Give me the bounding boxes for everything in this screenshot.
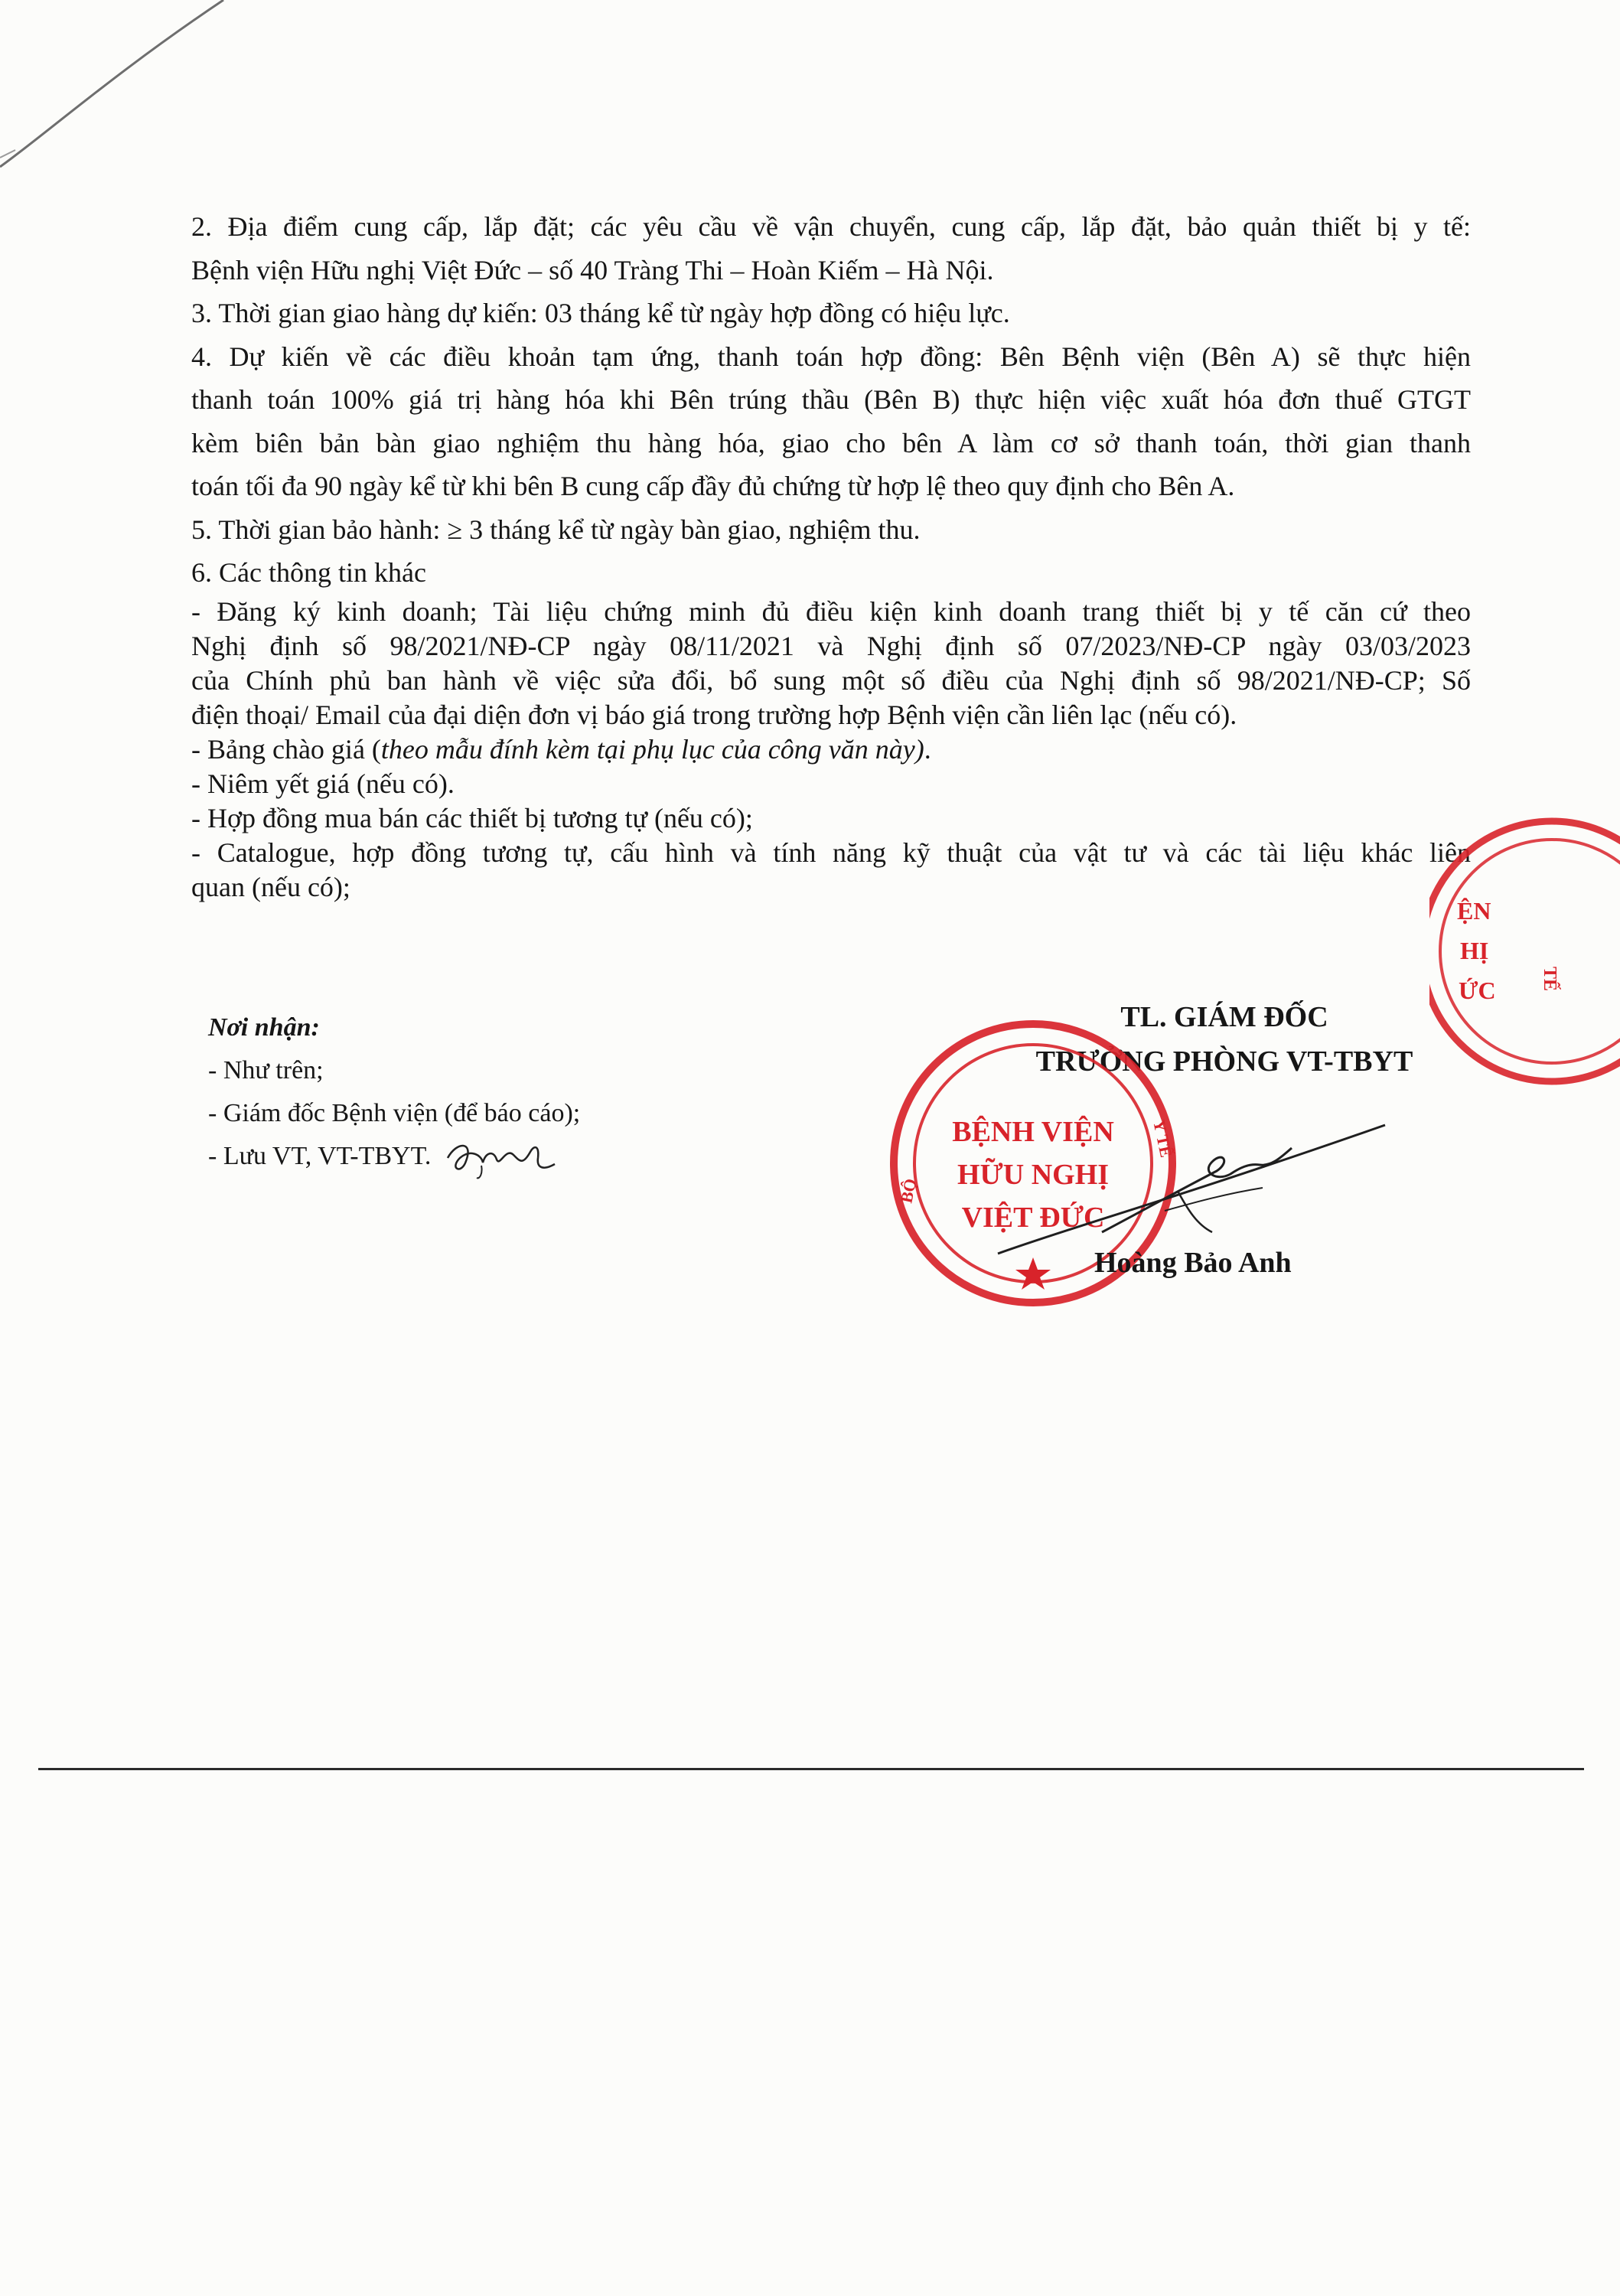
partial-seal-line-1: ỆN <box>1457 897 1491 925</box>
signer-title-2: TRƯỞNG PHÒNG VT-TBYT <box>1035 1045 1413 1078</box>
item-4-line-2: thanh toán 100% giá trị hàng hóa khi Bên trúng thầu (Bên B) thực hiện việc xuất hóa đơn thuế GTGT <box>191 384 1471 415</box>
seal-line-3: VIỆT ĐỨC <box>961 1202 1105 1234</box>
recipients-heading: Nơi nhận: <box>208 1013 320 1042</box>
item-3: 3. Thời gian giao hàng dự kiến: 03 tháng kể từ ngày hợp đồng có hiệu lực. <box>191 298 1010 328</box>
partial-seal-line-3: ỨC <box>1459 977 1496 1004</box>
other-info-line-3: của Chính phủ ban hành về việc sửa đổi, bổ sung một số điều của Nghị định số 98/2021/NĐ-CP; Số <box>191 664 1471 696</box>
other-info-line-1: - Đăng ký kinh doanh; Tài liệu chứng minh đủ điều kiện kinh doanh trang thiết bị y tế căn cứ theo <box>191 595 1471 627</box>
recipient-line-3-text: - Lưu VT, VT-TBYT. <box>208 1142 432 1170</box>
recipients-block <box>208 1006 744 1181</box>
seal-line-1: BỆNH VIỆN <box>952 1116 1114 1148</box>
catalogue-line-2: quan (nếu có); <box>191 871 350 902</box>
recipient-line-2: - Giám đốc Bệnh viện (để báo cáo); <box>208 1099 581 1127</box>
quote-italic: theo mẫu đính kèm tại phụ lục của công văn này) <box>380 733 924 765</box>
document-body <box>191 205 1471 905</box>
seal-line-2: HỮU NGHỊ <box>957 1159 1110 1191</box>
partial-seal-stamp <box>1429 810 1620 1116</box>
item-4-line-1: 4. Dự kiến về các điều khoản tạm ứng, thanh toán hợp đồng: Bên Bệnh viện (Bên A) sẽ thực hiện <box>191 341 1471 372</box>
partial-seal-ring: TẾ <box>1540 967 1560 992</box>
scan-edge-mark <box>0 0 245 184</box>
signer-title-1: TL. GIÁM ĐỐC <box>1120 1001 1328 1033</box>
item-2-line-1: 2. Địa điểm cung cấp, lắp đặt; các yêu cầu về vận chuyển, cung cấp, lắp đặt, bảo quản thiết bị y tế: <box>191 211 1471 242</box>
signer-name: Hoàng Bảo Anh <box>1094 1247 1292 1279</box>
item-4-line-3: kèm biên bản bàn giao nghiệm thu hàng hóa, giao cho bên A làm cơ sở thanh toán, thời gian thanh <box>191 427 1471 458</box>
quote-suffix: . <box>924 733 931 765</box>
seal-ring-right: Y TẾ <box>1149 1117 1176 1159</box>
item-5: 5. Thời gian bảo hành: ≥ 3 tháng kể từ ngày bàn giao, nghiệm thu. <box>191 514 921 545</box>
similar-contracts-line: - Hợp đồng mua bán các thiết bị tương tự (nếu có); <box>191 802 753 833</box>
item-2-line-2: Bệnh viện Hữu nghị Việt Đức – số 40 Tràng Thi – Hoàn Kiếm – Hà Nội. <box>191 254 994 285</box>
initials-signature <box>443 1135 558 1181</box>
seal-ring-left: BỘ <box>896 1176 921 1205</box>
partial-seal-line-2: HỊ <box>1460 937 1489 964</box>
quote-line <box>191 732 1471 767</box>
item-4-line-4: toán tối đa 90 ngày kể từ khi bên B cung cấp đầy đủ chứng từ hợp lệ theo quy định cho Bên A. <box>191 471 1235 501</box>
other-info-block <box>191 595 1471 905</box>
other-info-line-4: điện thoại/ Email của đại diện đơn vị báo giá trong trường hợp Bệnh viện cần liên lạc (nếu có). <box>191 699 1237 730</box>
recipient-line-1: - Như trên; <box>208 1056 324 1084</box>
catalogue-line-1: - Catalogue, hợp đồng tương tự, cấu hình và tính năng kỹ thuật của vật tư và các tài liệu khác liên <box>191 837 1471 868</box>
quote-prefix: - Bảng chào giá ( <box>191 733 381 765</box>
other-info-line-2: Nghị định số 98/2021/NĐ-CP ngày 08/11/2021 và Nghị định số 07/2023/NĐ-CP ngày 03/03/2023 <box>191 630 1471 661</box>
footer-divider <box>38 1768 1584 1770</box>
recipient-line-3 <box>208 1135 744 1181</box>
price-listing-line: - Niêm yết giá (nếu có). <box>191 768 455 799</box>
item-6: 6. Các thông tin khác <box>191 557 426 588</box>
